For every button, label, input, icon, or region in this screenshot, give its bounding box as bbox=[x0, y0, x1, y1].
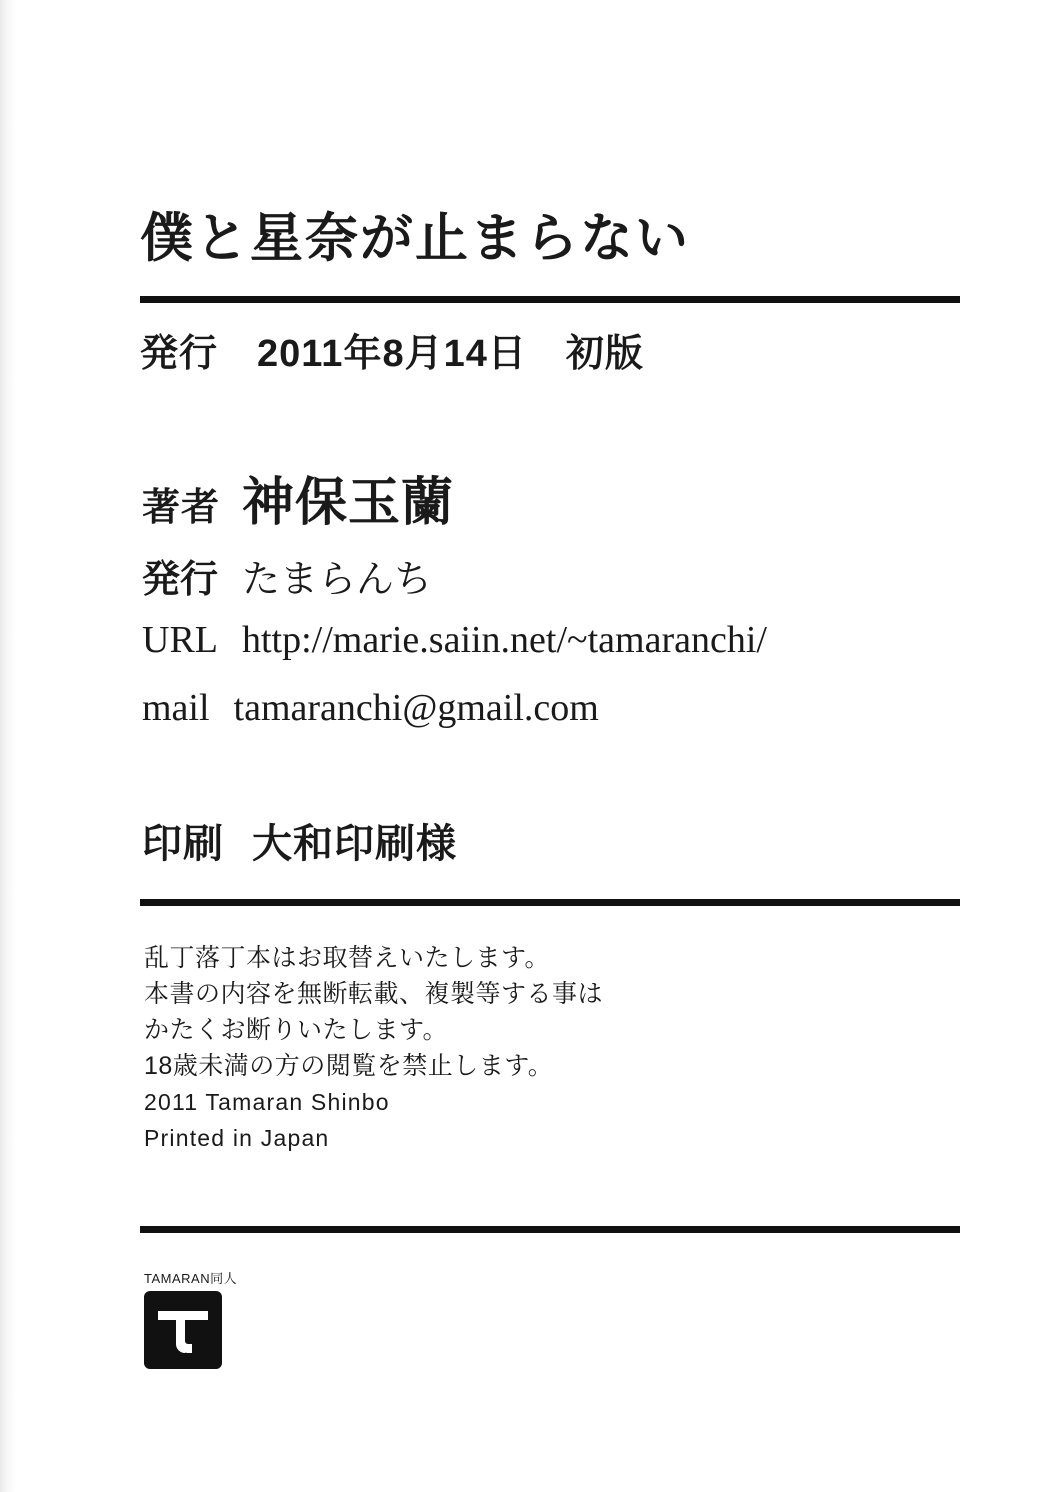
url-value[interactable]: http://marie.saiin.net/~tamaranchi/ bbox=[242, 619, 767, 661]
notice-line: 本書の内容を無断転載、複製等する事は bbox=[144, 980, 604, 1008]
publisher-value: たまらんち bbox=[242, 559, 433, 601]
author-label: 著者 bbox=[142, 487, 221, 529]
copyright-line: 2011 Tamaran Shinbo bbox=[144, 1089, 390, 1115]
author-value: 神保玉蘭 bbox=[242, 474, 455, 532]
printer-label: 印刷 bbox=[142, 822, 224, 866]
publication-date: 発行 2011年8月14日 初版 bbox=[140, 333, 644, 375]
notice-line: かたくお断りいたします。 bbox=[144, 1016, 449, 1044]
author-row bbox=[142, 460, 454, 535]
tamaran-t-logo-icon bbox=[144, 1291, 222, 1369]
page-title: 僕と星奈が止まらない bbox=[140, 209, 690, 268]
mail-label: mail bbox=[142, 687, 210, 729]
logo-stroke-curve bbox=[176, 1341, 192, 1353]
notice-line: 18歳未満の方の閲覧を禁止します。 bbox=[144, 1052, 554, 1080]
mail-row bbox=[142, 686, 599, 730]
divider-middle bbox=[140, 899, 960, 906]
logo-caption: TAMARAN同人 bbox=[144, 1271, 238, 1286]
url-row bbox=[142, 618, 767, 662]
divider-top bbox=[140, 296, 960, 303]
printed-in-line: Printed in Japan bbox=[144, 1125, 330, 1151]
url-label: URL bbox=[142, 619, 218, 661]
publisher-logo bbox=[144, 1268, 238, 1369]
printer-row bbox=[142, 812, 457, 869]
publisher-row bbox=[142, 548, 432, 603]
notice-line: 乱丁落丁本はお取替えいたします。 bbox=[144, 944, 551, 972]
mail-value[interactable]: tamaranchi@gmail.com bbox=[233, 687, 599, 729]
printer-value: 大和印刷様 bbox=[252, 822, 457, 866]
divider-bottom bbox=[140, 1226, 960, 1233]
publisher-label: 発行 bbox=[142, 559, 219, 601]
notice-block bbox=[144, 940, 603, 1156]
